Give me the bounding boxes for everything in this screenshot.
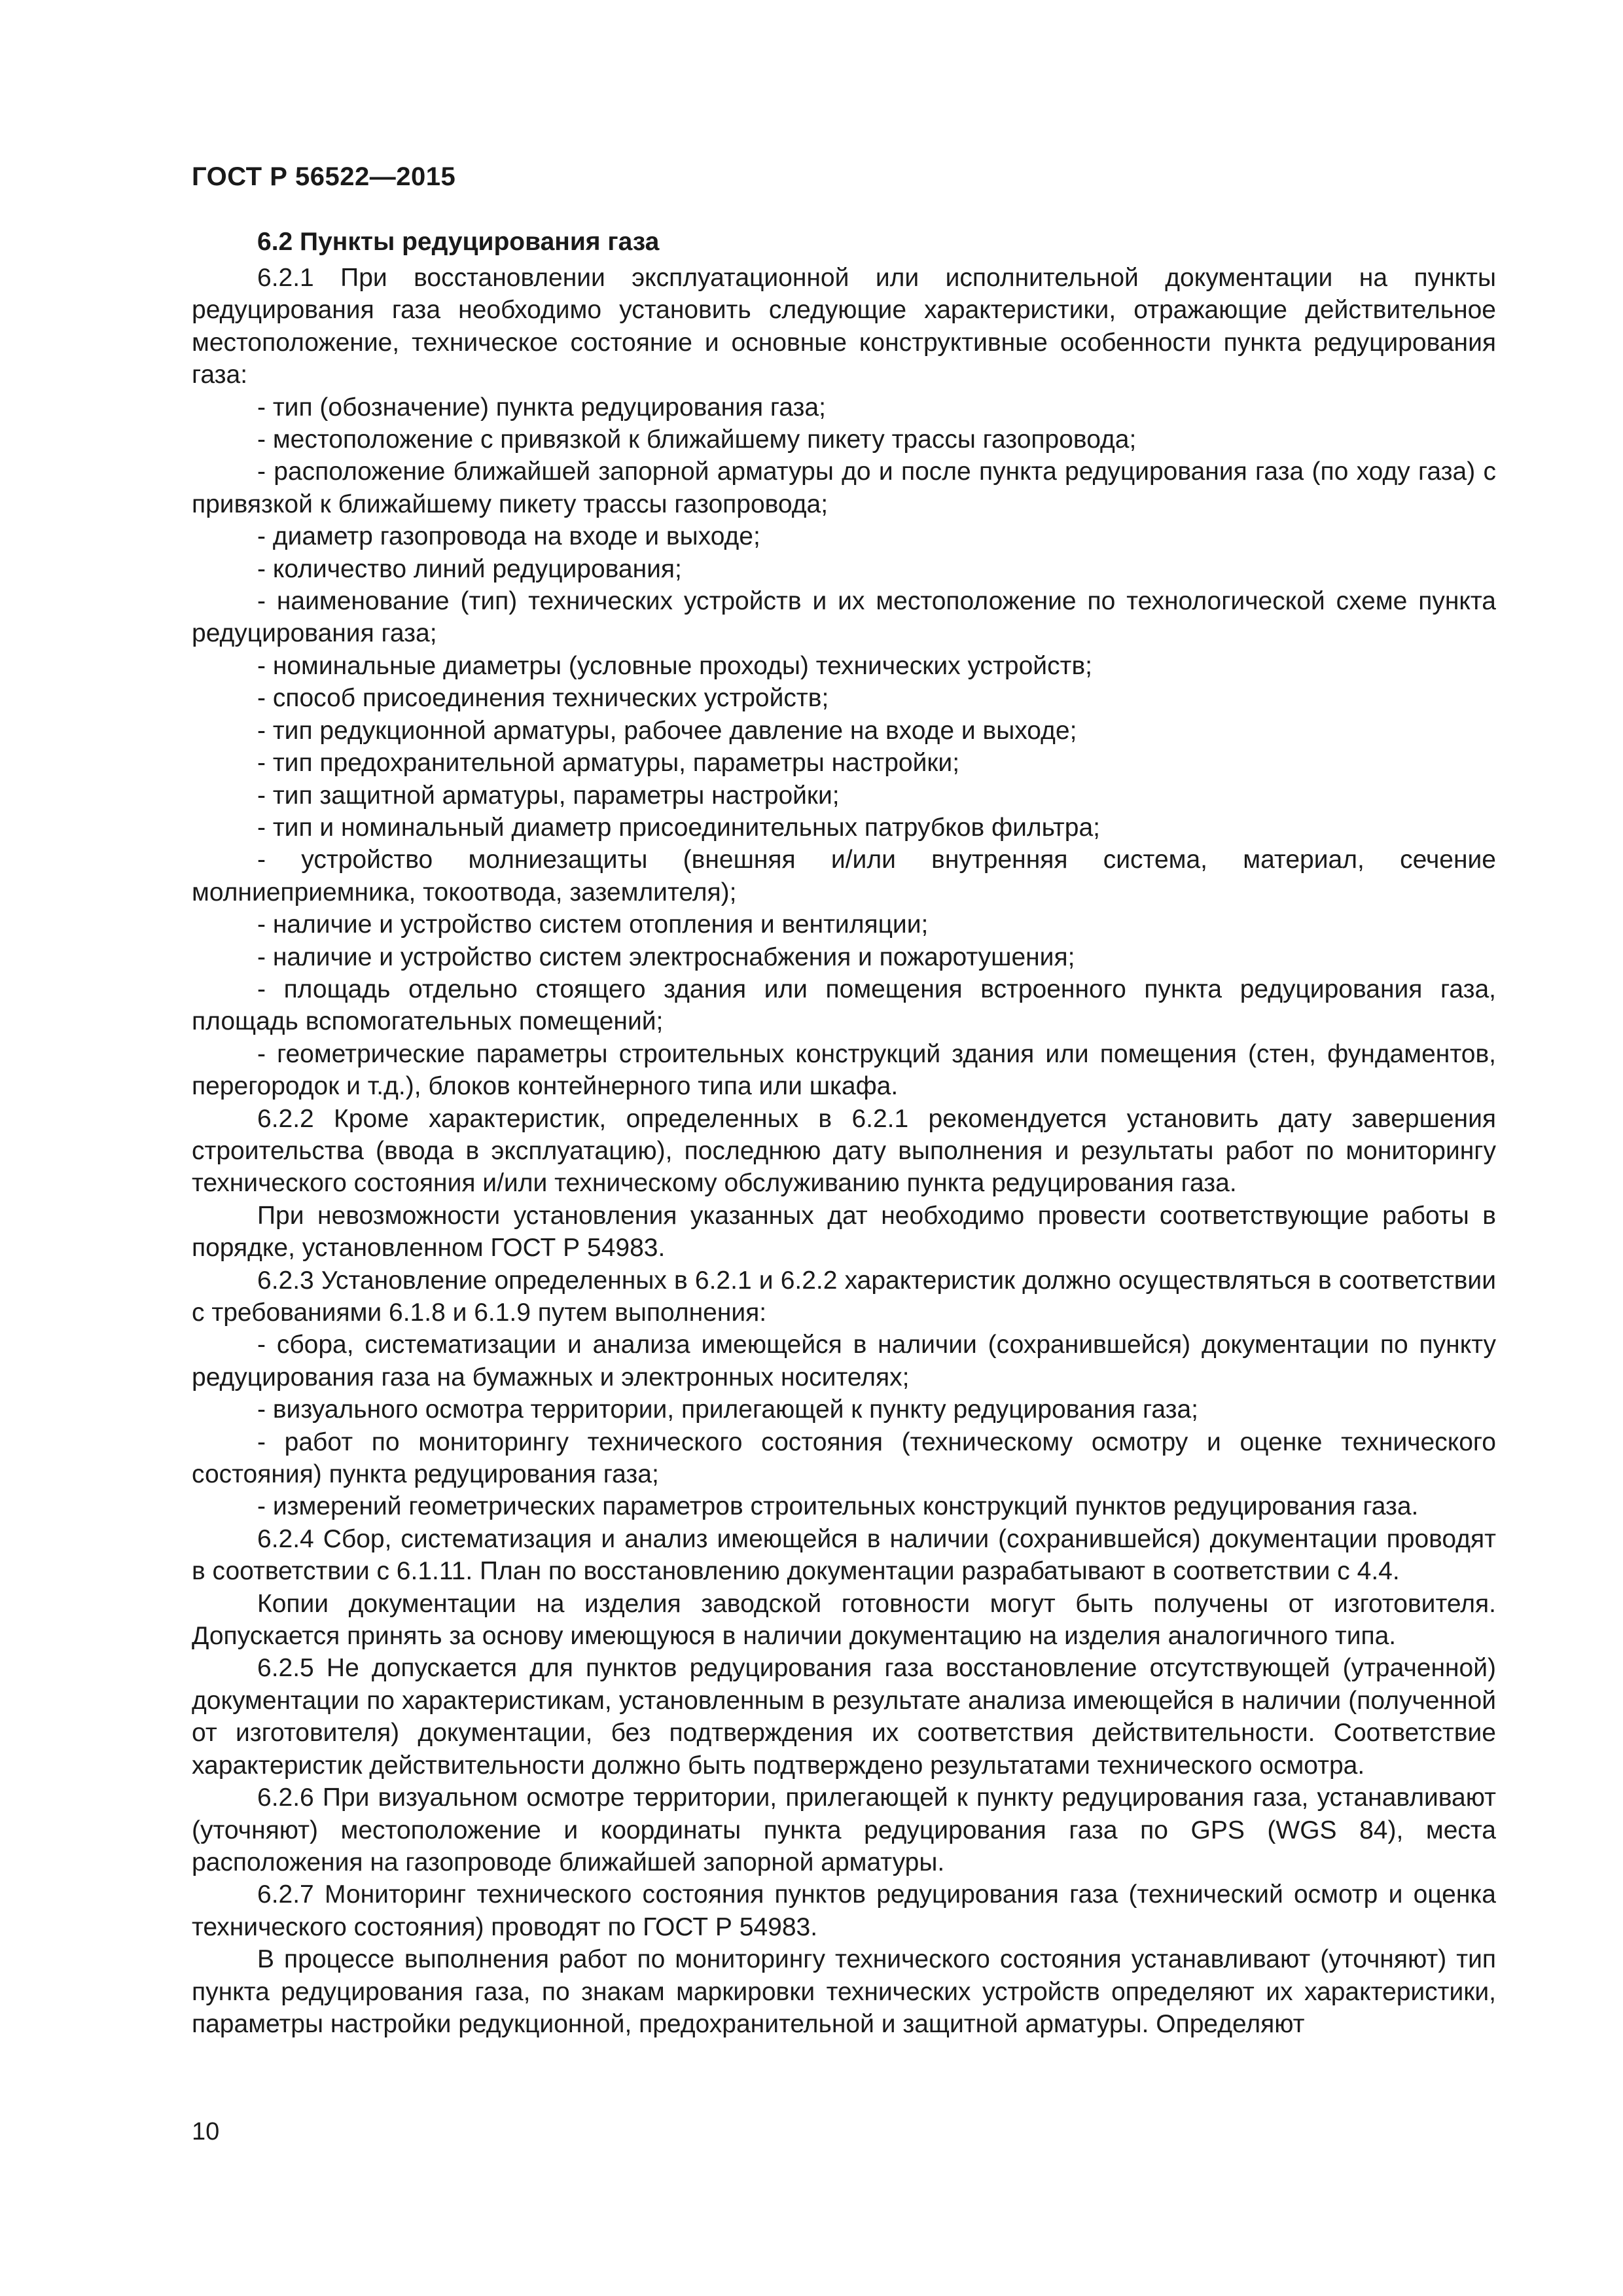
document-body [192, 223, 1496, 2040]
paragraph-6-2-2: 6.2.2 Кроме характеристик, определенных в 6.2.1 рекомендуется установить дату завершения строительства (ввода в эксплуатацию), последнюю дату выполнения и результаты работ по мониторингу технического состояния и/или техническому обслуживанию пункта редуцирования газа. [192, 1104, 1496, 1198]
document-header-code: ГОСТ Р 56522—2015 [192, 162, 456, 191]
list-item: - номинальные диаметры (условные проходы) технических устройств; [257, 651, 1092, 680]
paragraph: В процессе выполнения работ по мониторингу технического состояния устанавливают (уточняют) тип пункта редуцирования газа, по знакам маркировки технических устройств определяют их характеристики, параметры настройки редукционной, предохранительной и защитной арматуры. Определяют [192, 1945, 1496, 2038]
list-item: - работ по мониторингу технического состояния (техническому осмотру и оценке технического состояния) пункта редуцирования газа; [192, 1427, 1496, 1489]
list-item: - количество линий редуцирования; [257, 554, 682, 583]
paragraph-6-2-6: 6.2.6 При визуальном осмотре территории, прилегающей к пункту редуцирования газа, устанавливают (уточняют) местоположение и координаты пункта редуцирования газа по GPS (WGS 84), места расположения на газопроводе ближайшей запорной арматуры. [192, 1784, 1496, 1876]
list-item: - сбора, систематизации и анализа имеющейся в наличии (сохранившейся) документации по пункту редуцирования газа на бумажных и электронных носителях; [192, 1331, 1496, 1391]
list-item: - расположение ближайшей запорной арматуры до и после пункта редуцирования газа (по ходу газа) с привязкой к ближайшему пикету трассы газопровода; [192, 457, 1496, 518]
list-item: - диаметр газопровода на входе и выходе; [257, 522, 760, 551]
paragraph: Копии документации на изделия заводской готовности могут быть получены от изготовителя. Допускается принять за основу имеющуюся в наличии документацию на изделия аналогичного типа. [192, 1589, 1496, 1651]
list-item: - визуального осмотра территории, прилегающей к пункту редуцирования газа; [257, 1395, 1199, 1424]
list-item: - наименование (тип) технических устройств и их местоположение по технологической схеме пункта редуцирования газа; [192, 587, 1496, 648]
paragraph-6-2-1: 6.2.1 При восстановлении эксплуатационной или исполнительной документации на пункты редуцирования газа необходимо установить следующие характеристики, отражающие действительное местоположение, техническое состояние и основные конструктивные особенности пункта редуцирования газа: [192, 264, 1496, 389]
list-item: - наличие и устройство систем электроснабжения и пожаротушения; [257, 942, 1075, 971]
section-title: 6.2 Пункты редуцирования газа [257, 228, 660, 256]
paragraph-6-2-4: 6.2.4 Сбор, систематизация и анализ имеющейся в наличии (сохранившейся) документации проводят в соответствии с 6.1.11. План по восстановлению документации разрабатывают в соответствии с 4.4. [192, 1524, 1496, 1586]
list-item: - геометрические параметры строительных конструкций здания или помещения (стен, фундаментов, перегородок и т.д.), блоков контейнерного типа или шкафа. [192, 1039, 1496, 1101]
paragraph-6-2-5: 6.2.5 Не допускается для пунктов редуцирования газа восстановление отсутствующей (утраченной) документации по характеристикам, установленным в результате анализа имеющейся в наличии (полученной от изготовителя) документации, без подтверждения их соответствия действительности. Соответствие характеристик действительности должно быть подтверждено результатами технического осмотра. [192, 1654, 1496, 1780]
list-item: - тип защитной арматуры, параметры настройки; [257, 781, 840, 810]
paragraph-6-2-7: 6.2.7 Мониторинг технического состояния пунктов редуцирования газа (технический осмотр и оценка технического состояния) проводят по ГОСТ Р 54983. [192, 1880, 1496, 1941]
paragraph-6-2-3: 6.2.3 Установление определенных в 6.2.1 и 6.2.2 характеристик должно осуществляться в соответствии с требованиями 6.1.8 и 6.1.9 путем выполнения: [192, 1266, 1496, 1327]
list-item: - тип (обозначение) пункта редуцирования газа; [257, 393, 826, 422]
list-item: - наличие и устройство систем отопления и вентиляции; [257, 910, 929, 939]
list-item: - тип предохранительной арматуры, параметры настройки; [257, 749, 960, 778]
page-number: 10 [192, 2118, 220, 2145]
list-item: - тип редукционной арматуры, рабочее давление на входе и выходе; [257, 716, 1077, 745]
list-item: - способ присоединения технических устройств; [257, 684, 829, 713]
paragraph: При невозможности установления указанных дат необходимо провести соответствующие работы в порядке, установленном ГОСТ Р 54983. [192, 1201, 1496, 1263]
list-item: - тип и номинальный диаметр присоединительных патрубков фильтра; [257, 813, 1100, 842]
list-item: - площадь отдельно стоящего здания или помещения встроенного пункта редуцирования газа, площадь вспомогательных помещений; [192, 975, 1496, 1036]
list-item: - устройство молниезащиты (внешняя и/или внутренняя система, материал, сечение молниеприемника, токоотвода, заземлителя); [192, 846, 1496, 906]
list-item: - местоположение с привязкой к ближайшему пикету трассы газопровода; [257, 425, 1137, 454]
list-item: - измерений геометрических параметров строительных конструкций пунктов редуцирования газа. [257, 1492, 1419, 1521]
